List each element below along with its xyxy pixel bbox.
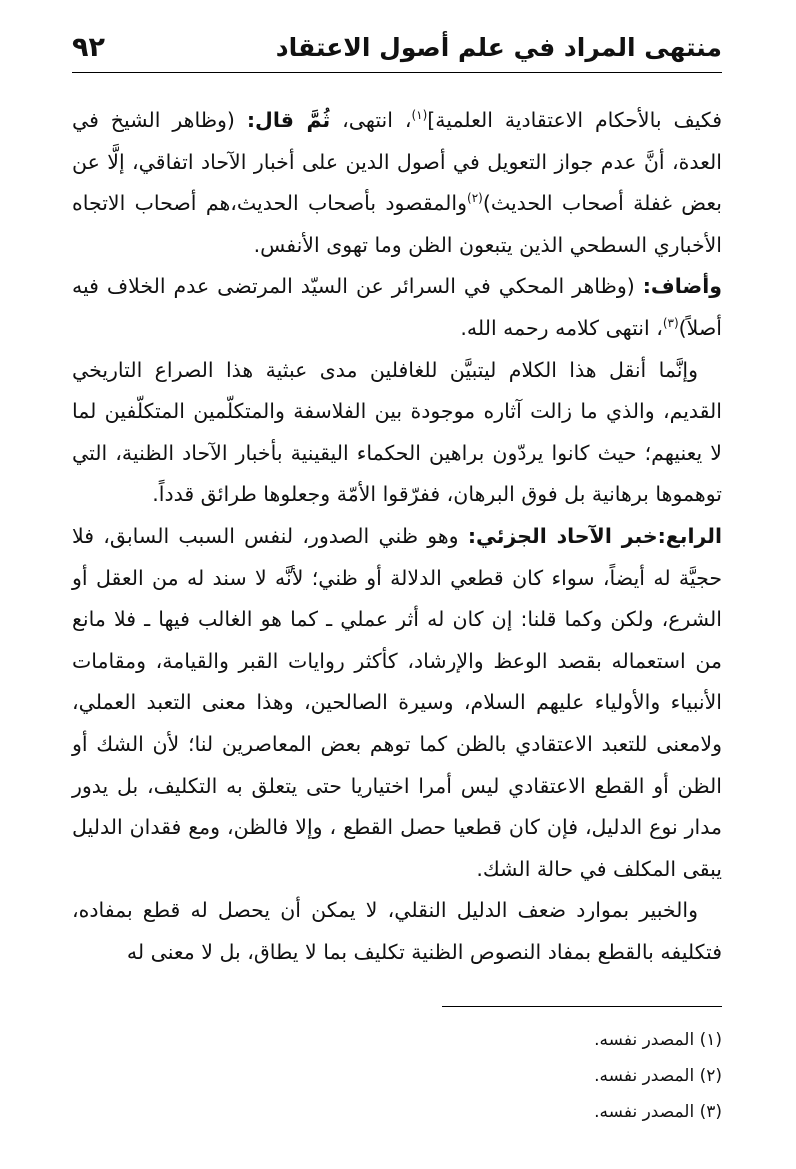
main-text [72,100,722,973]
footnote-ref-2: (٢) [467,191,483,206]
paragraph-1-text-d: والمقصود بأصحاب الحديث،هم أصحاب الاتجاه الأخباري السطحي الذين يتبعون الظن وما تهوى الأنفس. [72,191,722,257]
paragraph-1-text-c: (وظاهر الشيخ في العدة، أنَّ عدم جواز التعويل في أصول الدين على أخبار الآحاد اتفاقي، إلَّا عن بعض غفلة أصحاب الحديث) [72,108,723,216]
paragraph-4 [72,516,722,890]
paragraph-2-text-a: (وظاهر المحكي في السرائر عن السيّد المرتضى عدم الخلاف فيه أصلاً) [72,274,722,340]
footnote-1: (١) المصدر نفسه. [594,1030,722,1050]
footnote-ref-1: (١) [411,108,428,123]
paragraph-2-bold: وأضاف: [642,274,722,299]
footnotes [442,1022,722,1130]
header-divider [72,72,722,73]
footnote-3: (٣) المصدر نفسه. [594,1102,722,1122]
footnote-2: (٢) المصدر نفسه. [594,1066,722,1086]
footnote-divider [442,1006,722,1007]
paragraph-4-bold: الرابع:خبر الآحاد الجزئي: [467,523,723,548]
paragraph-5: والخبير بموارد ضعف الدليل النقلي، لا يمكن أن يحصل له قطع بمفاده، فتكليفه بالقطع بمفاد النصوص الظنية تكليف بما لا يطاق، بل لا معنى له [72,898,722,964]
paragraph-2 [72,266,722,349]
running-title: منتهى المراد في علم أصول الاعتقاد [275,32,722,62]
paragraph-1 [72,100,722,266]
page-header [72,22,722,72]
paragraph-3: وإنَّما أنقل هذا الكلام ليتبيَّن للغافلين مدى عبثية هذا الصراع التاريخي القديم، والذي ما زالت آثاره موجودة بين الفلاسفة والمتكلّمين المتكلّفين لما لا يعنيهم؛ حيث كانوا يردّون براهين الحكماء اليقينية بأخبار الآحاد الظنية، التي توهموها برهانية بل فوق البرهان، ففرّقوا الأمّة وجعلوها طرائق قدداً. [72,357,722,507]
paragraph-1-text-b: ، انتهى، [330,108,412,132]
footnote-ref-3: (٣) [662,316,679,331]
paragraph-2-text-b: ، انتهى كلامه رحمه الله. [460,315,663,340]
paragraph-1-bold: ثُمَّ قال: [246,108,331,132]
paragraph-4-text: وهو ظني الصدور، لنفس السبب السابق، فلا حجيَّة له أيضاً، سواء كان قطعي الدلالة أو ظني؛ لأنَّه لا سند له من العقل أو الشرع، ولكن وكما قلنا: إن كان له أثر عملي ـ كما هو الغالب فيها ـ فلا مانع من استعماله بقصد الوعظ والإرشاد، كأكثر روايات القبر والقيامة، ومقامات الأنبياء والأولياء عليهم السلام، وسيرة الصالحين، وهذا معنى التعبد العملي، ولامعنى للتعبد الاعتقادي بالظن كما توهم بعض المعاصرين لنا؛ لأن الشك أو الظن أو القطع الاعتقادي ليس أمرا اختياريا حتى يتعلق به التكليف، بل يدور مدار نوع الدليل، فإن كان قطعيا حصل القطع ، وإلا فالظن، ومع فقدان الدليل يبقى المكلف في حالة الشك. [72,523,722,881]
paragraph-1-text-a: فكيف بالأحكام الاعتقادية العلمية] [427,108,723,132]
page-number: ٩٢ [72,31,105,63]
